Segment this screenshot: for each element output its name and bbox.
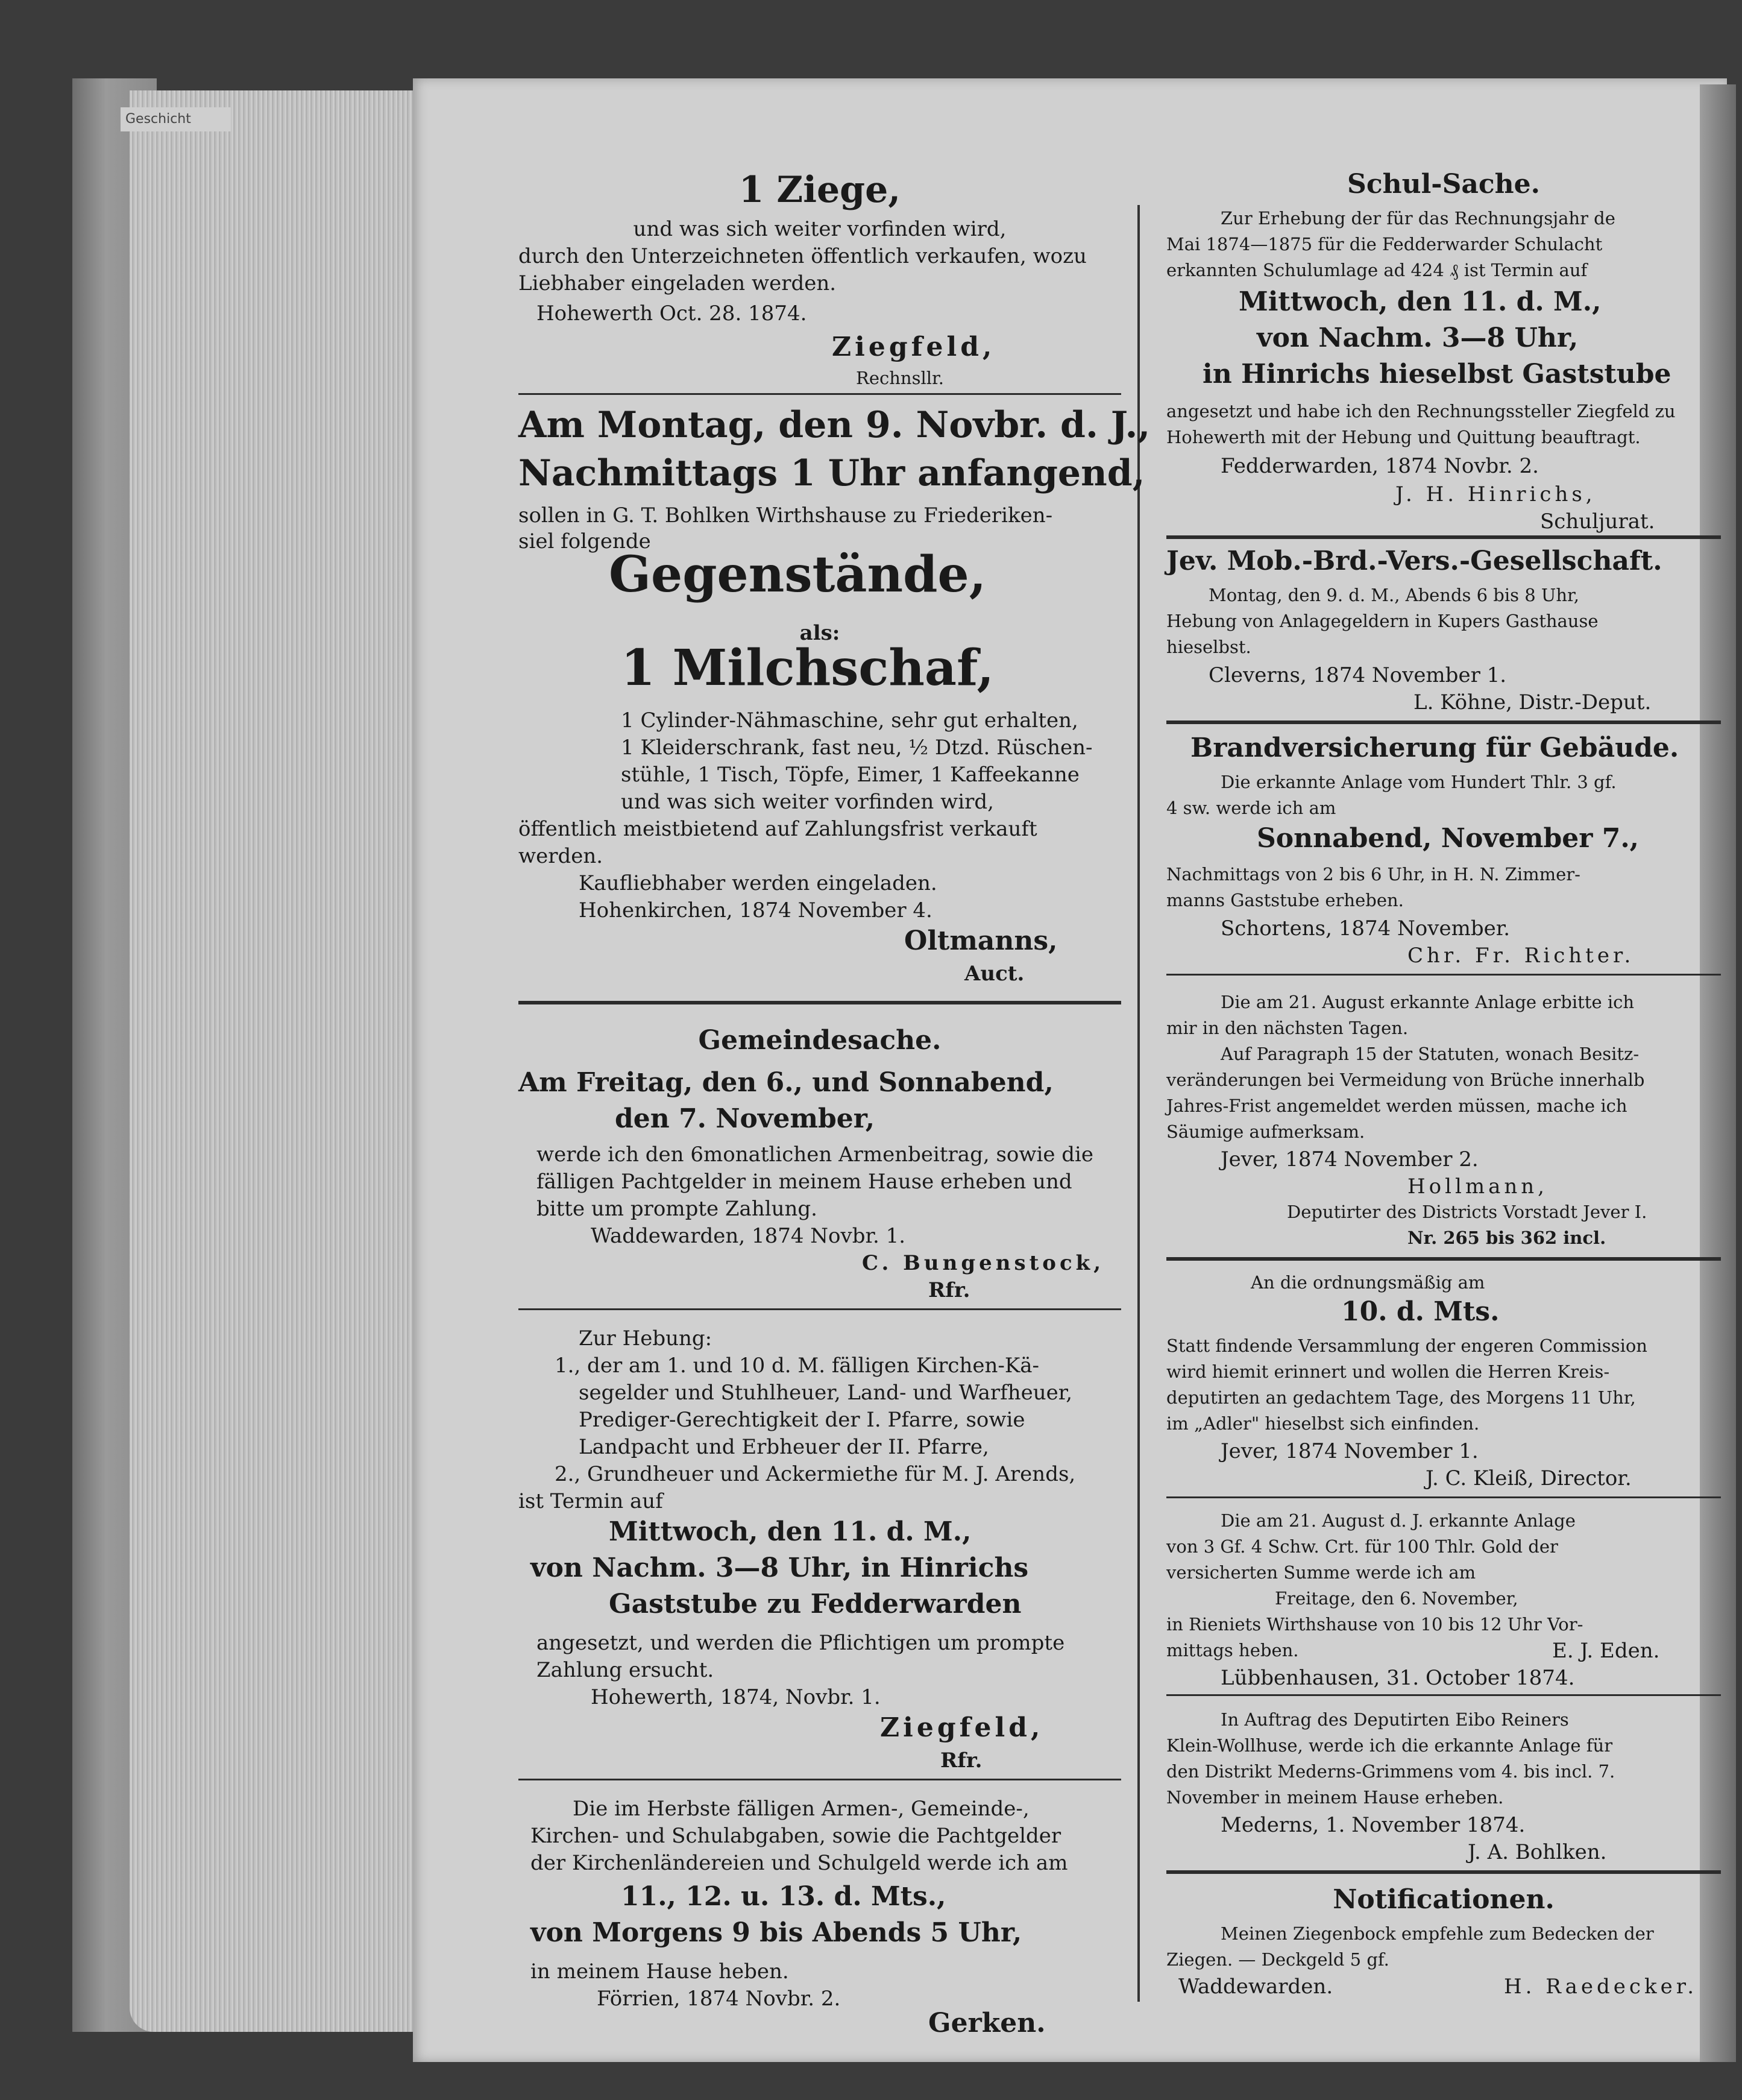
notice-line: fälligen Pachtgelder in meinem Hause erheben und [536, 1170, 1072, 1194]
notice-line: Hohewerth mit der Hebung und Quittung beauftragt. [1166, 427, 1641, 447]
notice-line: November in meinem Hause erheben. [1166, 1787, 1504, 1808]
notice-line: in meinem Hause heben. [530, 1960, 789, 1984]
signature-role: Rechnsllr. [856, 368, 944, 388]
notice-heading: von Nachm. 3—8 Uhr, [1257, 323, 1579, 353]
separator [1166, 1257, 1721, 1261]
notice-line: Mai 1874—1875 für die Fedderwarder Schulacht [1166, 234, 1603, 254]
notice-line: von 3 Gf. 4 Schw. Crt. für 100 Thlr. Gold der [1166, 1536, 1558, 1557]
place-date: Fedderwarden, 1874 Novbr. 2. [1221, 454, 1539, 478]
signature-name: Hollmann, [1407, 1175, 1548, 1199]
separator [1166, 1496, 1721, 1498]
notice-heading: 10. d. Mts. [1341, 1296, 1500, 1327]
notice-heading: 11., 12. u. 13. d. Mts., [621, 1881, 946, 1912]
notice-title: Gemeindesache. [698, 1025, 942, 1056]
notice-line: bitte um prompte Zahlung. [536, 1197, 817, 1221]
notice-line: veränderungen bei Vermeidung von Brüche innerhalb [1166, 1070, 1645, 1090]
notice-line: Montag, den 9. d. M., Abends 6 bis 8 Uhr, [1209, 585, 1579, 605]
signature-name: Chr. Fr. Richter. [1407, 944, 1635, 968]
signature-name: Oltmanns, [904, 925, 1058, 956]
notice-line: Zur Erhebung der für das Rechnungsjahr de [1221, 208, 1615, 229]
notice-line: angesetzt, und werden die Pflichtigen um prompte [536, 1631, 1065, 1655]
notice-heading: Mittwoch, den 11. d. M., [1239, 286, 1602, 317]
signature-role: Auct. [964, 962, 1025, 986]
notice-line: mittags heben. [1166, 1640, 1299, 1660]
place-date: Lübbenhausen, 31. October 1874. [1221, 1666, 1575, 1690]
notice-line: Prediger-Gerechtigkeit der I. Pfarre, sowie [579, 1408, 1025, 1432]
notice-line: Nachmittags von 2 bis 6 Uhr, in H. N. Zimmer- [1166, 864, 1580, 884]
notice-heading: Am Montag, den 9. Novbr. d. J., [518, 404, 1151, 446]
place-date: Hohewerth, 1874, Novbr. 1. [591, 1685, 881, 1709]
notice-heading: Mittwoch, den 11. d. M., [609, 1516, 972, 1547]
place-date: Mederns, 1. November 1874. [1221, 1813, 1526, 1837]
notice-line: werde ich den 6monatlichen Armenbeitrag, sowie die [536, 1143, 1094, 1167]
notice-line: angesetzt und habe ich den Rechnungssteller Ziegfeld zu [1166, 401, 1676, 421]
separator [1166, 1870, 1721, 1874]
separator [1166, 974, 1721, 976]
signature-name: J. C. Kleiß, Director. [1426, 1466, 1632, 1490]
signature-name: H. Raedecker. [1504, 1975, 1698, 1999]
notice-heading: Gaststube zu Fedderwarden [609, 1589, 1022, 1619]
signature-name: C. Bungenstock, [862, 1251, 1105, 1275]
notice-line: hieselbst. [1166, 637, 1251, 657]
notice-line: Ziegen. — Deckgeld 5 gf. [1166, 1949, 1389, 1970]
notice-line: Kirchen- und Schulabgaben, sowie die Pachtgelder [530, 1824, 1061, 1848]
notice-heading: von Nachm. 3—8 Uhr, in Hinrichs [530, 1553, 1029, 1583]
notice-line: siel folgende [518, 529, 651, 553]
notice-heading: Sonnabend, November 7., [1257, 823, 1639, 854]
page-right-edge [1700, 84, 1736, 2062]
signature-name: J. A. Bohlken. [1468, 1840, 1607, 1864]
notice-line: stühle, 1 Tisch, Töpfe, Eimer, 1 Kaffeekanne [621, 763, 1080, 787]
notice-title: Brandversicherung für Gebäude. [1190, 733, 1679, 763]
notice-line: versicherten Summe werde ich am [1166, 1562, 1476, 1583]
page-edges [130, 90, 413, 2032]
notice-line: ist Termin auf [518, 1489, 663, 1513]
notice-line: Hebung von Anlagegeldern in Kupers Gasthause [1166, 611, 1599, 631]
separator [518, 1779, 1121, 1780]
separator [518, 393, 1121, 395]
signature-name: Ziegfeld, [832, 332, 996, 362]
place-date: Hohewerth Oct. 28. 1874. [536, 301, 807, 326]
notice-line: Zahlung ersucht. [536, 1658, 714, 1682]
notice-line: Die erkannte Anlage vom Hundert Thlr. 3 gf. [1221, 772, 1617, 792]
notice-line: der Kirchenländereien und Schulgeld werde ich am [530, 1851, 1068, 1875]
separator [518, 1001, 1121, 1004]
notice-line: wird hiemit erinnert und wollen die Herren Kreis- [1166, 1361, 1610, 1382]
notice-line: Meinen Ziegenbock empfehle zum Bedecken der [1221, 1923, 1654, 1944]
place-date: Waddewarden. [1178, 1975, 1333, 1999]
notice-line: Klein-Wollhuse, werde ich die erkannte Anlage für [1166, 1735, 1613, 1756]
notice-line: und was sich weiter vorfinden wird, [621, 790, 994, 814]
notice-line: Die im Herbste fälligen Armen-, Gemeinde-, [573, 1797, 1030, 1821]
notice-line: manns Gaststube erheben. [1166, 890, 1404, 910]
notice-line: Zur Hebung: [579, 1326, 712, 1351]
notice-line: An die ordnungsmäßig am [1251, 1272, 1485, 1293]
signature-name: L. Köhne, Distr.-Deput. [1413, 690, 1652, 714]
notice-line: werden. [518, 844, 603, 868]
notice-heading: Am Freitag, den 6., und Sonnabend, [518, 1067, 1054, 1098]
separator [1166, 1694, 1721, 1696]
place-date: Jever, 1874 November 2. [1221, 1147, 1479, 1171]
separator [1166, 535, 1721, 539]
place-date: Jever, 1874 November 1. [1221, 1439, 1479, 1463]
notice-line: Statt findende Versammlung der engeren Commission [1166, 1335, 1647, 1356]
notice-line: Auf Paragraph 15 der Statuten, wonach Besitz- [1221, 1044, 1640, 1064]
separator [518, 1308, 1121, 1310]
notice-title: Notificationen. [1333, 1884, 1555, 1915]
notice-line: deputirten an gedachtem Tage, des Morgens 11 Uhr, [1166, 1387, 1636, 1408]
signature-name: Gerken. [928, 2008, 1046, 2039]
place-date: Hohenkirchen, 1874 November 4. [579, 898, 932, 922]
notice-line: 4 sw. werde ich am [1166, 798, 1336, 818]
signature-name: Ziegfeld, [880, 1712, 1044, 1743]
notice-heading: von Morgens 9 bis Abends 5 Uhr, [530, 1917, 1022, 1948]
notice-heading: den 7. November, [615, 1103, 875, 1134]
place-date: Waddewarden, 1874 Novbr. 1. [591, 1224, 906, 1248]
notice-line: segelder und Stuhlheuer, Land- und Warfheuer, [579, 1381, 1073, 1405]
signature-role: Rfr. [940, 1748, 983, 1773]
notice-line: Landpacht und Erbheuer der II. Pfarre, [579, 1435, 989, 1459]
notice-line: mir in den nächsten Tagen. [1166, 1018, 1409, 1038]
notice-heading: in Hinrichs hieselbst Gaststube [1203, 359, 1671, 389]
notice-line: 1 Kleiderschrank, fast neu, ½ Dtzd. Rüschen- [621, 736, 1093, 760]
notice-line: 1., der am 1. und 10 d. M. fälligen Kirchen-Kä- [555, 1354, 1040, 1378]
notice-line: Kaufliebhaber werden eingeladen. [579, 871, 937, 895]
notice-title: Schul-Sache. [1347, 169, 1540, 200]
notice-line: und was sich weiter vorfinden wird, [633, 217, 1007, 241]
spine-label: Geschicht [121, 107, 231, 131]
notice-line: als: [799, 621, 840, 645]
notice-big-heading: Gegenstände, [609, 546, 987, 604]
notice-line: durch den Unterzeichneten öffentlich verkaufen, wozu [518, 244, 1087, 268]
notice-item: 1 Milchschaf, [621, 639, 995, 697]
signature-role: Deputirter des Districts Vorstadt Jever I. [1287, 1202, 1647, 1222]
signature-name: J. H. Hinrichs, [1395, 482, 1596, 506]
place-date: Schortens, 1874 November. [1221, 916, 1511, 941]
signature-role: Rfr. [928, 1278, 970, 1302]
signature-role: Schuljurat. [1540, 509, 1655, 534]
notice-line: Freitage, den 6. November, [1275, 1588, 1518, 1609]
notice-line: erkannten Schulumlage ad 424 ₰ ist Termin auf [1166, 260, 1588, 280]
notice-title: Jev. Mob.-Brd.-Vers.-Gesellschaft. [1166, 546, 1662, 576]
notice-line: den Distrikt Mederns-Grimmens vom 4. bis incl. 7. [1166, 1761, 1615, 1782]
notice-line: Nr. 265 bis 362 incl. [1407, 1228, 1606, 1248]
notice-line: In Auftrag des Deputirten Eibo Reiners [1221, 1709, 1569, 1730]
notice-line: im „Adler" hieselbst sich einfinden. [1166, 1413, 1480, 1434]
separator [1166, 720, 1721, 724]
notice-line: in Rieniets Wirthshause von 10 bis 12 Uhr Vor- [1166, 1614, 1583, 1635]
signature-name: E. J. Eden. [1552, 1639, 1660, 1663]
notice-line: Die am 21. August d. J. erkannte Anlage [1221, 1510, 1576, 1531]
notice-line: Liebhaber eingeladen werden. [518, 271, 837, 295]
notice-line: 1 Cylinder-Nähmaschine, sehr gut erhalten, [621, 708, 1078, 733]
notice-heading: 1 Ziege, [738, 169, 901, 211]
notice-heading: Nachmittags 1 Uhr anfangend, [518, 452, 1145, 494]
place-date: Cleverns, 1874 November 1. [1209, 663, 1507, 687]
notice-line: sollen in G. T. Bohlken Wirthshause zu Friederiken- [518, 503, 1053, 528]
notice-line: 2., Grundheuer und Ackermiethe für M. J. Arends, [555, 1462, 1076, 1486]
notice-line: Jahres-Frist angemeldet werden müssen, mache ich [1166, 1096, 1627, 1116]
notice-line: öffentlich meistbietend auf Zahlungsfrist verkauft [518, 817, 1037, 841]
place-date: Förrien, 1874 Novbr. 2. [597, 1987, 841, 2011]
notice-line: Die am 21. August erkannte Anlage erbitte ich [1221, 992, 1635, 1012]
notice-line: Säumige aufmerksam. [1166, 1121, 1365, 1142]
